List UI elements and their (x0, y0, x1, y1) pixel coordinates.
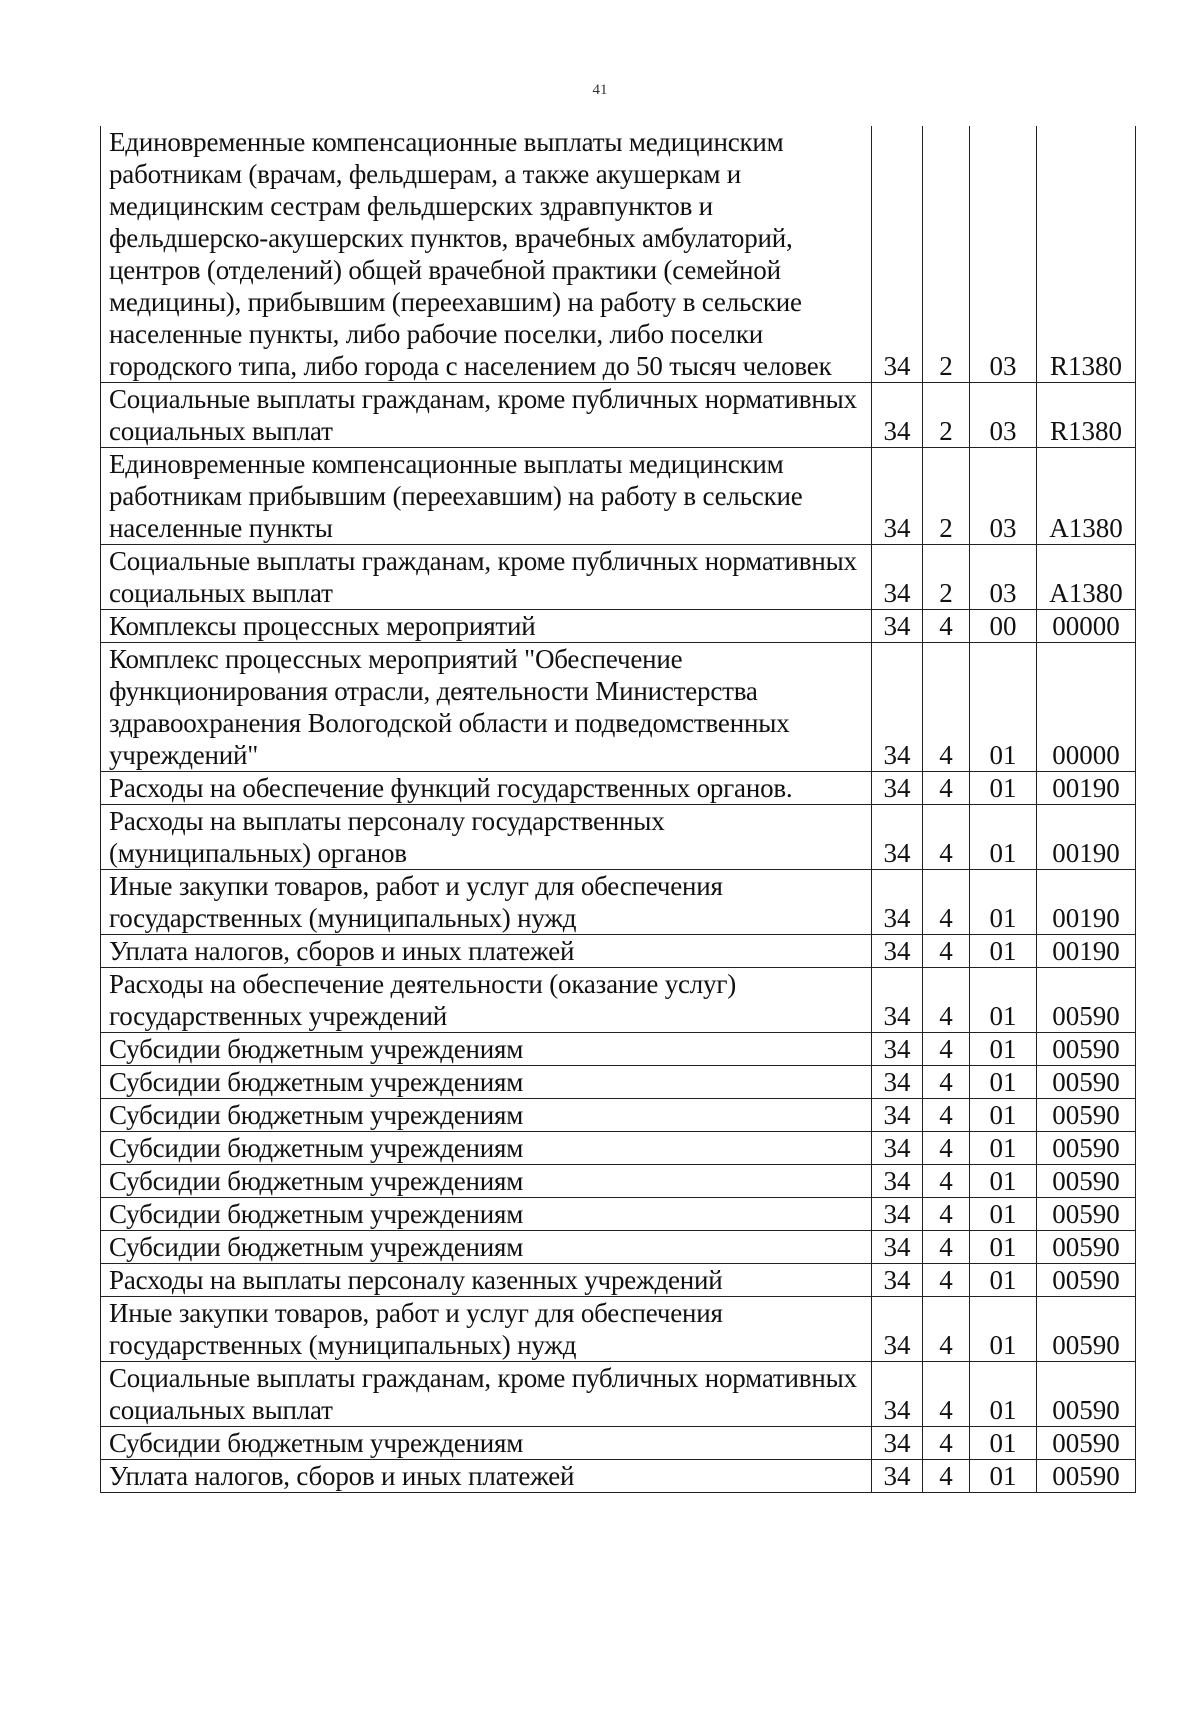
expense-direction-cell: A1380 (1037, 545, 1136, 610)
program-code-cell: 34 (872, 1132, 923, 1165)
subprogram-type-cell: 2 (923, 448, 970, 545)
expense-description-cell: Уплата налогов, сборов и иных платежей (101, 1460, 872, 1493)
program-code-cell: 34 (872, 1362, 923, 1427)
expense-direction-cell: 00590 (1037, 1362, 1136, 1427)
expense-description-cell: Социальные выплаты гражданам, кроме публичных нормативных социальных выплат (101, 383, 872, 448)
subprogram-type-cell: 4 (923, 935, 970, 968)
table-row (101, 1033, 1136, 1066)
program-code-cell: 34 (872, 1165, 923, 1198)
structural-element-cell: 01 (970, 772, 1037, 805)
program-code-cell: 34 (872, 1066, 923, 1099)
structural-element-cell: 01 (970, 643, 1037, 772)
structural-element-cell: 01 (970, 1231, 1037, 1264)
subprogram-type-cell: 4 (923, 610, 970, 643)
structural-element-cell: 01 (970, 1033, 1037, 1066)
structural-element-cell: 01 (970, 1362, 1037, 1427)
page-number: 41 (592, 82, 608, 98)
expense-direction-cell: 00000 (1037, 610, 1136, 643)
structural-element-cell: 03 (970, 448, 1037, 545)
expense-description-cell: Субсидии бюджетным учреждениям (101, 1165, 872, 1198)
subprogram-type-cell: 4 (923, 1362, 970, 1427)
subprogram-type-cell: 2 (923, 545, 970, 610)
expense-direction-cell: 00590 (1037, 1297, 1136, 1362)
subprogram-type-cell: 4 (923, 1231, 970, 1264)
structural-element-cell: 01 (970, 805, 1037, 870)
expense-description-cell: Субсидии бюджетным учреждениям (101, 1099, 872, 1132)
expense-description-cell: Социальные выплаты гражданам, кроме публичных нормативных социальных выплат (101, 1362, 872, 1427)
expense-description-cell: Субсидии бюджетным учреждениям (101, 1231, 872, 1264)
structural-element-cell: 01 (970, 1132, 1037, 1165)
subprogram-type-cell: 4 (923, 805, 970, 870)
table-row (101, 383, 1136, 448)
expense-direction-cell: R1380 (1037, 383, 1136, 448)
expense-description-cell: Субсидии бюджетным учреждениям (101, 1198, 872, 1231)
structural-element-cell: 01 (970, 1427, 1037, 1460)
program-code-cell: 34 (872, 772, 923, 805)
structural-element-cell: 01 (970, 1198, 1037, 1231)
structural-element-cell: 01 (970, 1165, 1037, 1198)
program-code-cell: 34 (872, 870, 923, 935)
table-row (101, 1066, 1136, 1099)
subprogram-type-cell: 4 (923, 1165, 970, 1198)
expense-direction-cell: 00590 (1037, 1165, 1136, 1198)
program-code-cell: 34 (872, 1264, 923, 1297)
structural-element-cell: 01 (970, 968, 1037, 1033)
structural-element-cell: 01 (970, 1099, 1037, 1132)
program-code-cell: 34 (872, 1033, 923, 1066)
expense-description-cell: Единовременные компенсационные выплаты медицинским работникам (врачам, фельдшерам, а также акушеркам и медицинским сестрам фельдшерских здравпунктов и фельдшерско-акушерских пунктов, врачебных амбулаторий, центров (отделений) общей врачебной практики (семейной медицины), прибывшим (переехавшим) на работу в сельские населенные пункты, либо рабочие поселки, либо поселки городского типа, либо города с населением до 50 тысяч человек (101, 126, 872, 383)
structural-element-cell: 01 (970, 1297, 1037, 1362)
subprogram-type-cell: 4 (923, 1460, 970, 1493)
table-body (101, 126, 1136, 1493)
expense-description-cell: Расходы на выплаты персоналу государственных (муниципальных) органов (101, 805, 872, 870)
table-row (101, 1231, 1136, 1264)
expense-description-cell: Социальные выплаты гражданам, кроме публичных нормативных социальных выплат (101, 545, 872, 610)
subprogram-type-cell: 4 (923, 1198, 970, 1231)
table-row (101, 935, 1136, 968)
expense-direction-cell: 00590 (1037, 1427, 1136, 1460)
expense-description-cell: Иные закупки товаров, работ и услуг для обеспечения государственных (муниципальных) нужд (101, 870, 872, 935)
budget-classification-table (100, 126, 1136, 1493)
subprogram-type-cell: 4 (923, 1066, 970, 1099)
expense-description-cell: Субсидии бюджетным учреждениям (101, 1066, 872, 1099)
program-code-cell: 34 (872, 1099, 923, 1132)
expense-direction-cell: R1380 (1037, 126, 1136, 383)
subprogram-type-cell: 2 (923, 126, 970, 383)
program-code-cell: 34 (872, 545, 923, 610)
subprogram-type-cell: 4 (923, 1099, 970, 1132)
expense-direction-cell: 00590 (1037, 1460, 1136, 1493)
program-code-cell: 34 (872, 935, 923, 968)
expense-direction-cell: 00190 (1037, 805, 1136, 870)
table-row (101, 1264, 1136, 1297)
table-row (101, 448, 1136, 545)
table-row (101, 1132, 1136, 1165)
expense-direction-cell: 00190 (1037, 772, 1136, 805)
structural-element-cell: 01 (970, 870, 1037, 935)
subprogram-type-cell: 4 (923, 772, 970, 805)
program-code-cell: 34 (872, 1427, 923, 1460)
subprogram-type-cell: 2 (923, 383, 970, 448)
expense-description-cell: Субсидии бюджетным учреждениям (101, 1033, 872, 1066)
subprogram-type-cell: 4 (923, 870, 970, 935)
program-code-cell: 34 (872, 1297, 923, 1362)
subprogram-type-cell: 4 (923, 643, 970, 772)
expense-description-cell: Единовременные компенсационные выплаты медицинским работникам прибывшим (переехавшим) на работу в сельские населенные пункты (101, 448, 872, 545)
structural-element-cell: 01 (970, 1264, 1037, 1297)
expense-description-cell: Субсидии бюджетным учреждениям (101, 1427, 872, 1460)
subprogram-type-cell: 4 (923, 1132, 970, 1165)
expense-description-cell: Расходы на обеспечение деятельности (оказание услуг) государственных учреждений (101, 968, 872, 1033)
structural-element-cell: 03 (970, 545, 1037, 610)
table-row (101, 1460, 1136, 1493)
table-row (101, 870, 1136, 935)
program-code-cell: 34 (872, 643, 923, 772)
program-code-cell: 34 (872, 448, 923, 545)
table-row (101, 968, 1136, 1033)
table-row (101, 545, 1136, 610)
table-row (101, 1427, 1136, 1460)
table-row (101, 805, 1136, 870)
program-code-cell: 34 (872, 805, 923, 870)
expense-direction-cell: 00190 (1037, 935, 1136, 968)
subprogram-type-cell: 4 (923, 1297, 970, 1362)
table-row (101, 610, 1136, 643)
table-row (101, 1165, 1136, 1198)
table-row (101, 1362, 1136, 1427)
expense-direction-cell: 00590 (1037, 968, 1136, 1033)
table-row (101, 1297, 1136, 1362)
structural-element-cell: 03 (970, 383, 1037, 448)
expense-description-cell: Комплексы процессных мероприятий (101, 610, 872, 643)
expense-direction-cell: 00590 (1037, 1066, 1136, 1099)
subprogram-type-cell: 4 (923, 968, 970, 1033)
structural-element-cell: 01 (970, 1460, 1037, 1493)
subprogram-type-cell: 4 (923, 1033, 970, 1066)
structural-element-cell: 03 (970, 126, 1037, 383)
program-code-cell: 34 (872, 1460, 923, 1493)
program-code-cell: 34 (872, 610, 923, 643)
expense-direction-cell: 00590 (1037, 1033, 1136, 1066)
subprogram-type-cell: 4 (923, 1264, 970, 1297)
expense-direction-cell: 00190 (1037, 870, 1136, 935)
program-code-cell: 34 (872, 383, 923, 448)
program-code-cell: 34 (872, 1198, 923, 1231)
table-row (101, 1198, 1136, 1231)
program-code-cell: 34 (872, 126, 923, 383)
program-code-cell: 34 (872, 1231, 923, 1264)
expense-description-cell: Комплекс процессных мероприятий "Обеспечение функционирования отрасли, деятельности Министерства здравоохранения Вологодской области и подведомственных учреждений" (101, 643, 872, 772)
expense-direction-cell: 00590 (1037, 1231, 1136, 1264)
expense-direction-cell: 00590 (1037, 1099, 1136, 1132)
expense-description-cell: Расходы на обеспечение функций государственных органов. (101, 772, 872, 805)
program-code-cell: 34 (872, 968, 923, 1033)
expense-direction-cell: A1380 (1037, 448, 1136, 545)
expense-description-cell: Расходы на выплаты персоналу казенных учреждений (101, 1264, 872, 1297)
expense-description-cell: Иные закупки товаров, работ и услуг для обеспечения государственных (муниципальных) нужд (101, 1297, 872, 1362)
subprogram-type-cell: 4 (923, 1427, 970, 1460)
expense-direction-cell: 00590 (1037, 1198, 1136, 1231)
table-row (101, 772, 1136, 805)
structural-element-cell: 01 (970, 1066, 1037, 1099)
structural-element-cell: 00 (970, 610, 1037, 643)
expense-direction-cell: 00590 (1037, 1132, 1136, 1165)
structural-element-cell: 01 (970, 935, 1037, 968)
table-row (101, 126, 1136, 383)
expense-description-cell: Субсидии бюджетным учреждениям (101, 1132, 872, 1165)
expense-direction-cell: 00590 (1037, 1264, 1136, 1297)
table-row (101, 643, 1136, 772)
expense-direction-cell: 00000 (1037, 643, 1136, 772)
table-row (101, 1099, 1136, 1132)
expense-description-cell: Уплата налогов, сборов и иных платежей (101, 935, 872, 968)
